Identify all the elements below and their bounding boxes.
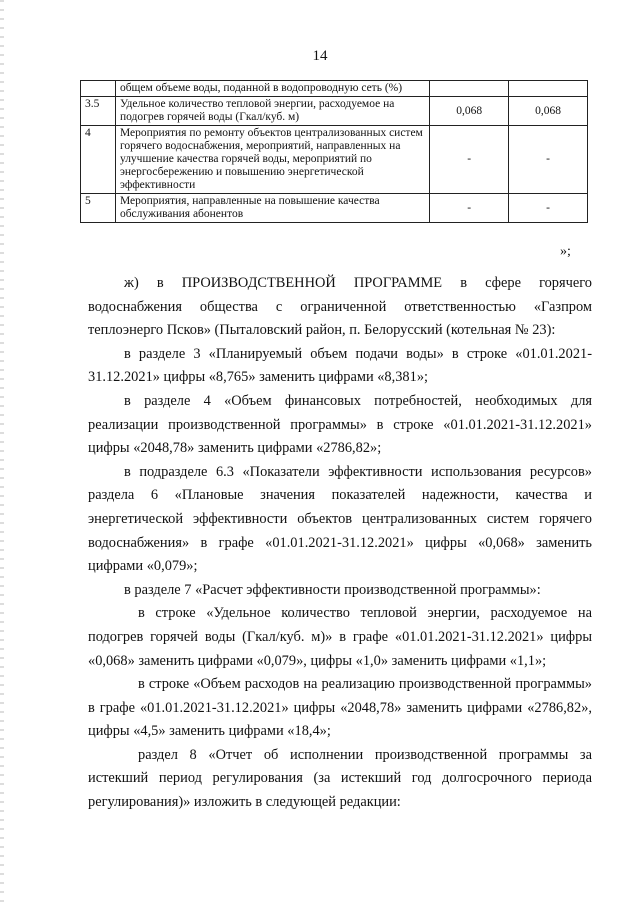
row-value-1: - xyxy=(430,194,509,223)
row-number xyxy=(81,81,116,97)
row-description: Мероприятия, направленные на повышение качества обслуживания абонентов xyxy=(115,194,429,223)
paragraph-subsection-6-3: в подразделе 6.3 «Показатели эффективности использования ресурсов» раздела 6 «Плановые значения показателей надежности, качества и энергетической эффективности объектов централизованных систем горячего водоснабжения» в графе «01.01.2021-31.12.2021» цифры «0,068» заменить цифрами «0,079»; xyxy=(88,463,592,575)
table-closing-quote: »; xyxy=(560,244,571,259)
table-row xyxy=(81,81,588,97)
document-body xyxy=(88,272,592,815)
row-number: 5 xyxy=(81,194,116,223)
row-value-2: 0,068 xyxy=(509,97,588,126)
row-value-1: 0,068 xyxy=(430,97,509,126)
table-row xyxy=(81,126,588,194)
row-value-1 xyxy=(430,81,509,97)
paragraph-section-7-row-heat: в строке «Удельное количество тепловой энергии, расходуемое на подогрев горячей воды (Гкал/куб. м)» в графе «01.01.2021-31.12.2021» цифры «0,068» заменить цифрами «0,079», цифры «1,0» заменить цифрами «1,1»; xyxy=(88,605,592,669)
indicators-table xyxy=(80,80,588,223)
table-row xyxy=(81,194,588,223)
table-row xyxy=(81,97,588,126)
paragraph-section-3: в разделе 3 «Планируемый объем подачи воды» в строке «01.01.2021-31.12.2021» цифры «8,765» заменить цифрами «8,381»; xyxy=(88,345,592,386)
row-value-1: - xyxy=(430,126,509,194)
page-number: 14 xyxy=(312,48,328,64)
row-description: Мероприятия по ремонту объектов централизованных систем горячего водоснабжения, мероприятий, направленных на улучшение качества горячей воды, мероприятий по энергосбережению и повышению энергетической эффективности xyxy=(115,126,429,194)
paragraph-program-intro: ж) в ПРОИЗВОДСТВЕННОЙ ПРОГРАММЕ в сфере горячего водоснабжения общества с ограниченной ответственностью «Газпром теплоэнерго Псков» (Пыталовский район, п. Белорусский (котельная № 23): xyxy=(88,275,592,339)
row-number: 3.5 xyxy=(81,97,116,126)
row-value-2: - xyxy=(509,194,588,223)
paragraph-section-4: в разделе 4 «Объем финансовых потребностей, необходимых для реализации производственной программы» в строке «01.01.2021-31.12.2021» цифры «2048,78» заменить цифрами «2786,82»; xyxy=(88,392,592,457)
row-number: 4 xyxy=(81,126,116,194)
row-description: Удельное количество тепловой энергии, расходуемое на подогрев горячей воды (Гкал/куб. м) xyxy=(115,97,429,126)
paragraph-section-7-row-costs: в строке «Объем расходов на реализацию производственной программы» в графе «01.01.2021-31.12.2021» цифры «2048,78» заменить цифрами «2786,82», цифры «4,5» заменить цифрами «18,4»; xyxy=(88,676,592,740)
row-description: общем объеме воды, поданной в водопроводную сеть (%) xyxy=(115,81,429,97)
paragraph-section-8: раздел 8 «Отчет об исполнении производственной программы за истекший период регулирования (за истекший год долгосрочного периода регулирования)» изложить в следующей редакции: xyxy=(88,746,592,811)
row-value-2: - xyxy=(509,126,588,194)
row-value-2 xyxy=(509,81,588,97)
scan-edge-artifact xyxy=(0,0,4,905)
paragraph-section-7: в разделе 7 «Расчет эффективности производственной программы»: xyxy=(124,581,541,598)
